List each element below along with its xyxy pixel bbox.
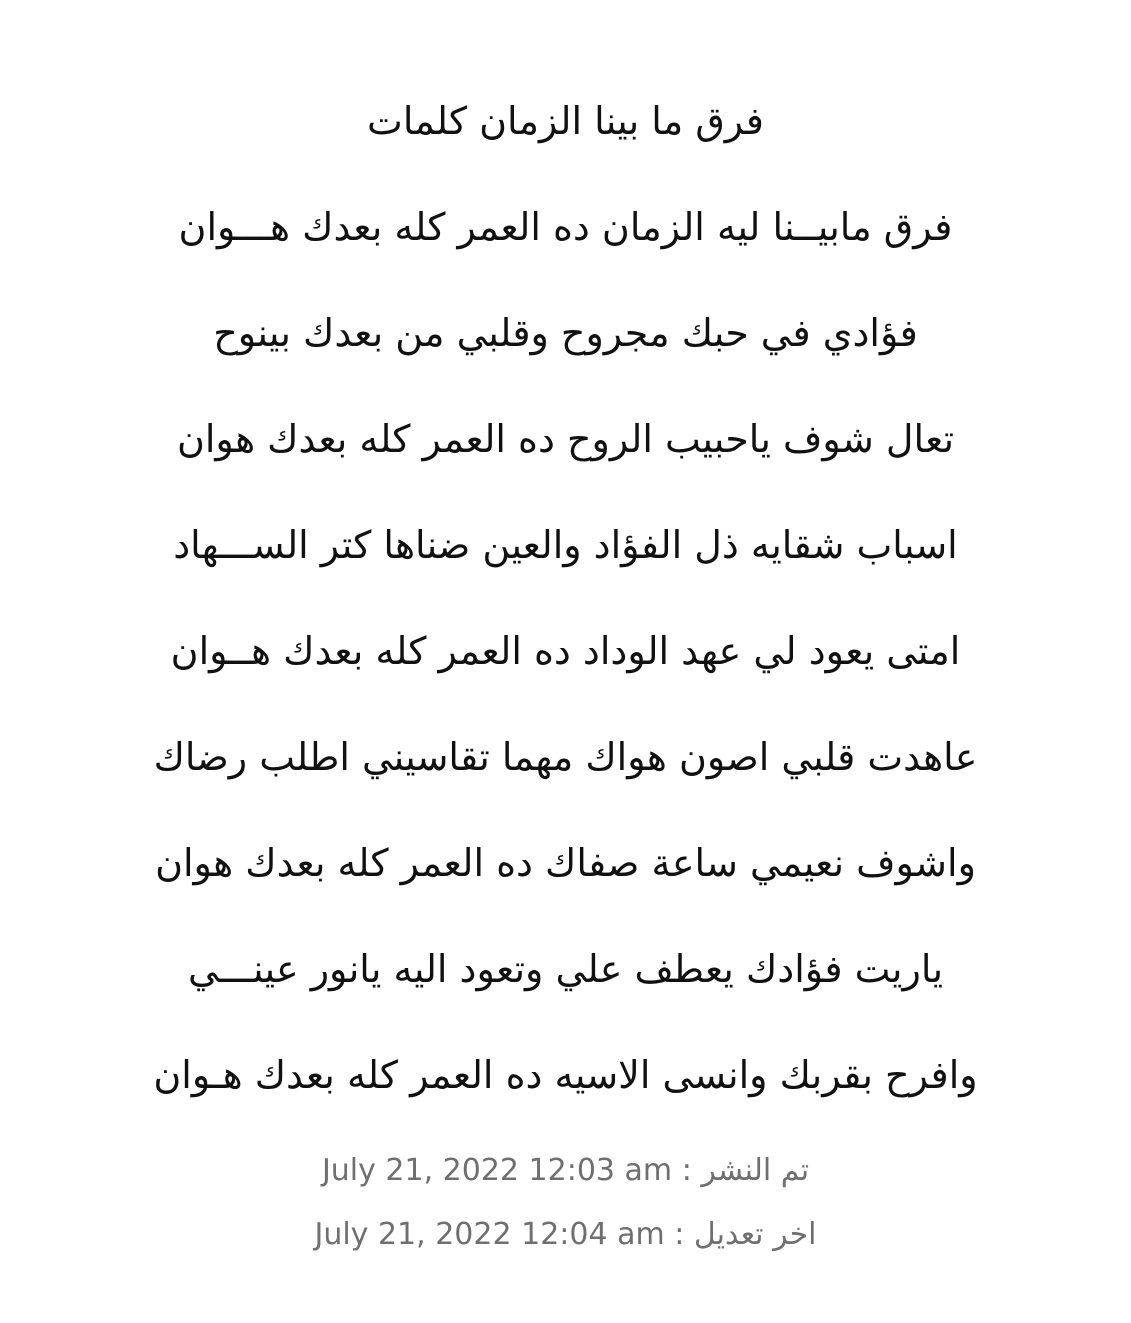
poem-line: وافرح بقربك وانسى الاسيه ده العمر كله بعدك هـوان xyxy=(153,1053,978,1097)
modified-date-row xyxy=(0,1210,1131,1274)
published-label: تم النشر : xyxy=(681,1153,810,1188)
poem-title: فرق ما بينا الزمان كلمات xyxy=(367,99,764,143)
poem-line: واشوف نعيمي ساعة صفاك ده العمر كله بعدك هوان xyxy=(155,841,976,885)
modified-label: اخر تعديل : xyxy=(674,1217,817,1252)
poem-line: اسباب شقايه ذل الفؤاد والعين ضناها كتر الســـهاد xyxy=(173,523,958,567)
modified-date: July 21, 2022 12:04 am xyxy=(314,1217,665,1252)
poem-line: ياريت فؤادك يعطف علي وتعود اليه يانور عينـــي xyxy=(187,947,944,991)
published-date: July 21, 2022 12:03 am xyxy=(321,1153,673,1188)
poem-line: عاهدت قلبي اصون هواك مهما تقاسيني اطلب رضاك xyxy=(153,735,978,779)
post-meta xyxy=(0,1146,1131,1274)
poem xyxy=(0,88,1131,1148)
poem-line: امتى يعود لي عهد الوداد ده العمر كله بعدك هــوان xyxy=(170,629,961,673)
poem-line: تعال شوف ياحبيب الروح ده العمر كله بعدك هوان xyxy=(176,417,955,461)
poem-line: فرق مابيــنا ليه الزمان ده العمر كله بعدك هـــوان xyxy=(178,205,953,249)
published-date-row xyxy=(0,1146,1131,1210)
poem-line: فؤادي في حبك مجروح وقلبي من بعدك بينوح xyxy=(213,311,918,355)
